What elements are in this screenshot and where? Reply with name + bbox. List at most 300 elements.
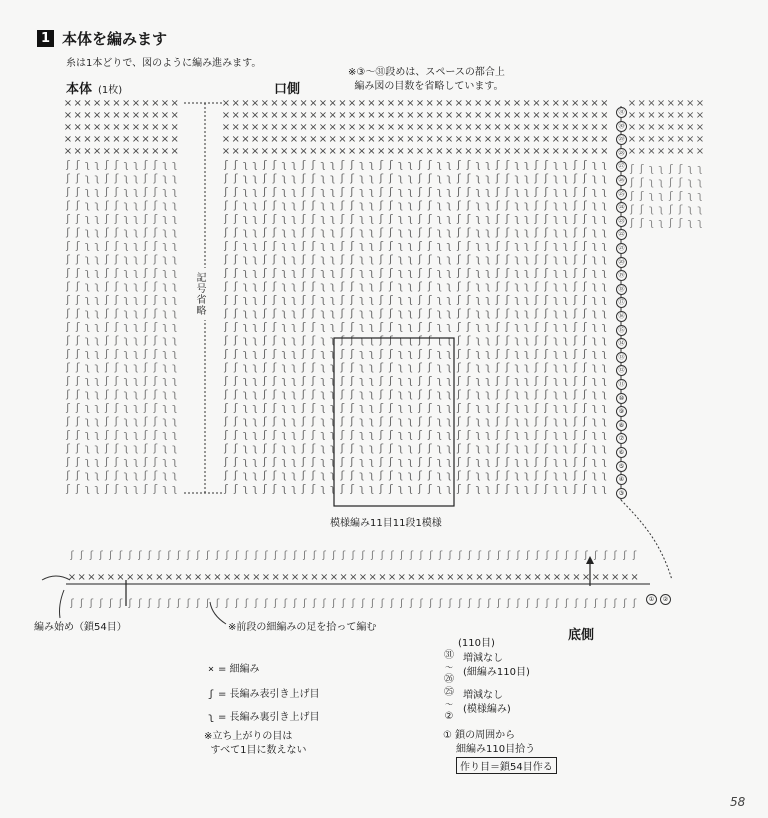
post-stitch: ʃ: [153, 225, 158, 239]
post-stitch: ʅ: [553, 468, 559, 482]
post-stitch: ʃ: [66, 279, 70, 293]
sc-stitch: ×: [131, 146, 141, 157]
bottom-marker-1: [646, 593, 657, 605]
sc-stitch: ×: [522, 146, 531, 157]
post-stitch: ʃ: [418, 306, 422, 320]
post-stitch: ʅ: [446, 306, 452, 320]
post-stitch: ʅ: [252, 158, 258, 171]
post-stitch: ʅ: [514, 333, 520, 347]
post-stitch: ʅ: [242, 401, 248, 414]
post-stitch: ʅ: [436, 387, 442, 401]
sc-stitch: ×: [436, 572, 445, 583]
post-stitch: ʃ: [389, 401, 393, 414]
sc-stitch: ×: [131, 122, 141, 133]
post-stitch: ʃ: [379, 387, 384, 401]
summary-text: 増減なし: [463, 690, 503, 701]
post-stitch: ʅ: [368, 185, 375, 198]
sc-stitch: ×: [474, 98, 483, 109]
sc-stitch: ×: [126, 572, 135, 583]
post-stitch: ʃ: [153, 320, 158, 333]
post-stitch: ʃ: [311, 306, 316, 320]
post-stitch: ʃ: [458, 550, 462, 561]
post-stitch: ʅ: [553, 387, 559, 401]
sc-stitch: ×: [83, 146, 92, 157]
legend-text: = 長編み裏引き上げ目: [218, 712, 320, 723]
sc-stitch: ×: [141, 110, 150, 121]
post-stitch: ʃ: [418, 158, 422, 171]
sc-stitch: ×: [512, 110, 522, 121]
post-stitch: ʅ: [398, 374, 404, 387]
post-stitch: ʃ: [114, 225, 119, 239]
post-stitch: ʃ: [427, 198, 432, 212]
sc-stitch: ×: [493, 134, 502, 145]
post-stitch: ʃ: [301, 185, 306, 198]
post-stitch: ʃ: [272, 158, 277, 171]
post-stitch: ʃ: [66, 212, 70, 225]
sc-stitch: ×: [77, 572, 86, 583]
post-stitch: ʃ: [114, 455, 119, 468]
sc-stitch: ×: [580, 146, 590, 157]
post-stitch: ʃ: [516, 598, 520, 609]
post-stitch: ʃ: [143, 158, 148, 171]
post-stitch: ʃ: [544, 333, 548, 347]
post-stitch: ʅ: [330, 158, 336, 171]
post-stitch: ʅ: [592, 239, 598, 252]
post-stitch: ʅ: [446, 239, 452, 252]
post-stitch: ʅ: [281, 455, 287, 468]
post-stitch: ʅ: [592, 347, 598, 360]
sc-stitch: ×: [406, 98, 415, 109]
post-stitch: ʅ: [553, 212, 559, 225]
sc-stitch: ×: [656, 110, 666, 121]
sc-stitch: ×: [184, 572, 193, 583]
post-stitch: ʅ: [368, 212, 375, 225]
post-stitch: ʅ: [514, 347, 520, 360]
post-stitch: ʃ: [104, 441, 109, 455]
post-stitch: ʅ: [562, 401, 569, 414]
post-stitch: ʅ: [601, 225, 607, 239]
post-stitch: ʅ: [562, 374, 569, 387]
post-stitch: ʃ: [75, 347, 80, 360]
post-stitch: ʃ: [157, 550, 161, 561]
post-stitch: ʅ: [320, 266, 326, 279]
post-stitch: ʅ: [562, 198, 569, 212]
post-stitch: ʃ: [534, 428, 539, 441]
post-stitch: ʃ: [233, 212, 238, 225]
post-stitch: ʃ: [244, 550, 249, 561]
post-stitch: ʅ: [162, 279, 168, 293]
sc-stitch: ×: [63, 98, 73, 109]
post-stitch: ʃ: [418, 279, 422, 293]
post-stitch: ʃ: [350, 306, 354, 320]
post-stitch: ʃ: [505, 482, 510, 495]
post-stitch: ʅ: [407, 333, 413, 347]
post-stitch: ʅ: [172, 266, 178, 279]
post-stitch: ʃ: [583, 333, 587, 347]
sc-stitch: ×: [241, 110, 250, 121]
post-stitch: ʃ: [66, 266, 70, 279]
legend-item-sc: [204, 660, 260, 675]
sc-stitch: ×: [151, 122, 160, 133]
post-stitch: ʅ: [436, 185, 442, 198]
sc-stitch: ×: [112, 134, 121, 145]
post-stitch: ʃ: [583, 455, 587, 468]
post-stitch: ʃ: [153, 185, 158, 198]
post-stitch: ʃ: [456, 455, 461, 468]
sc-stitch: ×: [92, 146, 102, 157]
post-stitch: ʃ: [678, 175, 683, 189]
post-stitch: ʅ: [162, 387, 168, 401]
post-stitch: ʃ: [583, 306, 587, 320]
post-stitch: ʃ: [75, 360, 80, 374]
post-stitch: ʅ: [133, 333, 139, 347]
row-number-marker: ㉔: [616, 202, 627, 213]
sc-stitch: ×: [425, 122, 434, 133]
sc-stitch: ×: [271, 572, 280, 583]
post-stitch: ʅ: [553, 252, 559, 266]
post-stitch: ʅ: [562, 441, 569, 455]
post-stitch: ʅ: [94, 306, 100, 320]
sc-stitch: ×: [289, 98, 299, 109]
post-stitch: ʃ: [379, 225, 384, 239]
sc-stitch: ×: [695, 146, 705, 157]
post-stitch: ʃ: [630, 189, 634, 202]
sc-stitch: ×: [250, 134, 260, 145]
post-stitch: ʃ: [389, 333, 393, 347]
post-stitch: ʅ: [330, 306, 336, 320]
post-stitch: ʅ: [84, 252, 90, 266]
post-stitch: ʅ: [172, 279, 178, 293]
post-stitch: ʃ: [301, 279, 306, 293]
post-stitch: ʅ: [436, 468, 442, 482]
post-stitch: ʃ: [505, 185, 510, 198]
post-stitch: ʅ: [162, 360, 168, 374]
post-stitch: ʅ: [84, 158, 90, 171]
post-stitch: ʅ: [407, 266, 413, 279]
post-stitch: ʅ: [291, 414, 297, 428]
post-stitch: ʅ: [514, 414, 520, 428]
post-stitch: ʃ: [390, 550, 394, 561]
post-stitch: ʅ: [172, 225, 178, 239]
post-stitch: ʅ: [398, 306, 404, 320]
post-stitch: ʅ: [524, 212, 530, 225]
sc-stitch: ×: [231, 122, 240, 133]
previous-row-note: ※前段の細編みの足を拾って編む: [228, 622, 377, 633]
post-stitch: ʅ: [94, 212, 100, 225]
post-stitch: ʅ: [359, 482, 365, 495]
sc-stitch: ×: [454, 134, 463, 145]
post-stitch: ʅ: [485, 171, 491, 185]
post-stitch: ʃ: [350, 468, 354, 482]
post-stitch: ʅ: [436, 212, 442, 225]
sc-stitch: ×: [600, 122, 609, 133]
post-stitch: ʃ: [573, 387, 578, 401]
post-stitch: ʃ: [143, 212, 148, 225]
post-stitch: ʃ: [427, 374, 432, 387]
post-stitch: ʃ: [340, 239, 345, 252]
post-stitch: ʅ: [172, 306, 178, 320]
post-stitch: ʃ: [505, 468, 510, 482]
post-stitch: ʅ: [368, 333, 375, 347]
sc-stitch: ×: [627, 122, 637, 133]
post-stitch: ʃ: [66, 482, 70, 495]
post-stitch: ʃ: [466, 360, 471, 374]
post-stitch: ʃ: [427, 158, 432, 171]
post-stitch: ʅ: [291, 306, 297, 320]
post-stitch: ʃ: [526, 550, 530, 561]
post-stitch: ʅ: [562, 468, 569, 482]
post-stitch: ʅ: [359, 293, 365, 306]
sc-stitch: ×: [522, 98, 531, 109]
post-stitch: ʅ: [330, 266, 336, 279]
post-stitch: ʃ: [456, 293, 461, 306]
sc-stitch: ×: [221, 134, 231, 145]
post-stitch: ʃ: [427, 414, 432, 428]
post-stitch: ʅ: [562, 306, 569, 320]
post-stitch: ʅ: [320, 455, 326, 468]
post-stitch: ʃ: [630, 175, 634, 189]
post-stitch: ʅ: [407, 455, 413, 468]
sc-stitch: ×: [464, 122, 473, 133]
post-stitch: ʃ: [196, 550, 200, 561]
post-stitch: ʃ: [311, 185, 316, 198]
post-stitch: ʃ: [303, 550, 307, 561]
post-stitch: ʅ: [475, 374, 481, 387]
sc-stitch: ×: [493, 110, 502, 121]
sc-stitch: ×: [656, 146, 666, 157]
post-stitch: ʃ: [380, 550, 385, 561]
post-stitch: ʅ: [320, 239, 326, 252]
post-stitch: ʅ: [281, 185, 287, 198]
post-stitch: ʅ: [514, 266, 520, 279]
post-stitch: ʃ: [505, 441, 510, 455]
post-stitch: ʅ: [291, 441, 297, 455]
post-stitch: ʅ: [553, 428, 559, 441]
post-stitch: ʃ: [340, 374, 345, 387]
post-stitch: ʃ: [466, 347, 471, 360]
post-stitch: ʃ: [583, 414, 587, 428]
legend-text: = 長編み表引き上げ目: [218, 689, 320, 700]
post-stitch: ʃ: [104, 360, 109, 374]
sc-stitch: ×: [112, 122, 121, 133]
post-stitch: ʅ: [407, 171, 413, 185]
post-stitch: ʃ: [516, 550, 520, 561]
post-stitch: ʃ: [379, 414, 384, 428]
post-stitch: ʅ: [123, 387, 129, 401]
post-stitch: ʅ: [281, 468, 287, 482]
post-stitch: ʃ: [534, 414, 539, 428]
post-stitch: ʃ: [272, 252, 277, 266]
post-stitch: ʅ: [162, 266, 168, 279]
post-stitch: ʅ: [601, 252, 607, 266]
sc-stitch: ×: [242, 572, 251, 583]
post-stitch: ʅ: [687, 162, 693, 175]
post-stitch: ʃ: [534, 158, 539, 171]
post-stitch: ʅ: [407, 185, 413, 198]
post-stitch: ʅ: [592, 374, 598, 387]
post-stitch: ʅ: [446, 347, 452, 360]
post-stitch: ʃ: [350, 225, 354, 239]
post-stitch: ʅ: [133, 225, 139, 239]
sc-stitch: ×: [686, 122, 695, 133]
post-stitch: ʃ: [379, 171, 384, 185]
post-stitch: ʃ: [379, 158, 384, 171]
post-stitch: ʃ: [272, 239, 277, 252]
post-stitch: ʃ: [104, 347, 109, 360]
post-stitch: ʅ: [514, 482, 520, 495]
post-stitch: ʅ: [407, 482, 413, 495]
post-stitch: ʃ: [505, 347, 510, 360]
post-stitch: ʅ: [601, 414, 607, 428]
post-stitch: ʅ: [320, 252, 326, 266]
post-stitch: ʃ: [456, 212, 461, 225]
post-stitch: ʃ: [668, 216, 673, 229]
post-stitch: ʅ: [562, 414, 569, 428]
post-stitch: ʃ: [573, 252, 578, 266]
post-stitch: ʅ: [320, 212, 326, 225]
sc-stitch: ×: [280, 98, 289, 109]
post-stitch: ʅ: [133, 266, 139, 279]
sc-stitch: ×: [338, 146, 347, 157]
sc-stitch: ×: [483, 122, 493, 133]
post-stitch: ʃ: [143, 279, 148, 293]
post-stitch: ʃ: [114, 387, 119, 401]
post-stitch: ʃ: [429, 550, 433, 561]
post-stitch: ʃ: [350, 387, 354, 401]
sc-stitch: ×: [562, 572, 571, 583]
post-stitch: ʅ: [123, 320, 129, 333]
post-stitch: ʅ: [368, 482, 375, 495]
post-stitch: ʃ: [143, 239, 148, 252]
post-stitch: ʃ: [225, 550, 229, 561]
post-stitch: ʅ: [601, 320, 607, 333]
post-stitch: ʃ: [427, 306, 432, 320]
post-stitch: ʃ: [262, 225, 267, 239]
post-stitch: ʃ: [379, 333, 384, 347]
post-stitch: ʃ: [427, 320, 432, 333]
post-stitch: ʃ: [114, 360, 119, 374]
post-stitch: ʃ: [456, 428, 461, 441]
post-stitch: ʅ: [291, 171, 297, 185]
post-stitch: ʅ: [475, 414, 481, 428]
sc-stitch: ×: [221, 98, 231, 109]
post-stitch: ʃ: [340, 198, 345, 212]
post-stitch: ʃ: [66, 252, 70, 266]
post-stitch: ʃ: [311, 360, 316, 374]
post-stitch: ʅ: [485, 306, 491, 320]
sc-stitch: ×: [407, 572, 416, 583]
sc-stitch: ×: [503, 110, 512, 121]
sc-stitch: ×: [170, 146, 179, 157]
post-stitch: ʃ: [630, 162, 634, 175]
sc-stitch: ×: [378, 572, 387, 583]
sc-stitch: ×: [174, 572, 183, 583]
post-stitch: ʅ: [281, 333, 287, 347]
post-stitch: ʅ: [398, 266, 404, 279]
post-stitch: ʅ: [94, 279, 100, 293]
sc-stitch: ×: [647, 110, 656, 121]
post-stitch: ʃ: [623, 598, 627, 609]
post-stitch: ʃ: [427, 468, 432, 482]
post-stitch: ʅ: [562, 455, 569, 468]
post-stitch: ʃ: [143, 198, 148, 212]
post-stitch: ʃ: [104, 320, 109, 333]
post-stitch: ʃ: [505, 212, 510, 225]
post-stitch: ʃ: [233, 185, 238, 198]
post-stitch: ʅ: [291, 239, 297, 252]
post-stitch: ʃ: [506, 598, 511, 609]
sc-stitch: ×: [475, 572, 484, 583]
post-stitch: ʅ: [601, 401, 607, 414]
sc-stitch: ×: [666, 110, 675, 121]
row-number-marker: ⑳: [616, 257, 627, 268]
sc-stitch: ×: [122, 146, 131, 157]
post-stitch: ʃ: [143, 293, 148, 306]
post-stitch: ʅ: [398, 252, 404, 266]
row-number-marker: ⑬: [616, 352, 627, 363]
post-stitch: ʃ: [340, 387, 345, 401]
post-stitch: ʃ: [379, 441, 384, 455]
turning-path: [621, 500, 672, 580]
post-stitch: ʅ: [252, 320, 258, 333]
sc-stitch: ×: [686, 110, 695, 121]
sc-stitch: ×: [250, 110, 260, 121]
sc-stitch: ×: [561, 110, 570, 121]
post-stitch: ʅ: [446, 171, 452, 185]
post-stitch: ʃ: [429, 598, 433, 609]
post-stitch: ʅ: [133, 414, 139, 428]
post-stitch: ʃ: [544, 279, 548, 293]
post-stitch: ʃ: [583, 347, 587, 360]
post-stitch: ʅ: [601, 279, 607, 293]
post-stitch: ʃ: [389, 239, 393, 252]
post-stitch: ʅ: [330, 468, 336, 482]
post-stitch: ʃ: [495, 158, 500, 171]
post-stitch: ʃ: [340, 252, 345, 266]
sc-stitch: ×: [223, 572, 232, 583]
post-stitch: ʅ: [94, 266, 100, 279]
post-stitch: ʃ: [224, 468, 228, 482]
sc-stitch: ×: [415, 134, 425, 145]
post-stitch: ʅ: [281, 320, 287, 333]
post-stitch: ʃ: [75, 401, 80, 414]
post-stitch: ʃ: [379, 279, 384, 293]
post-stitch: ʅ: [553, 360, 559, 374]
post-stitch: ʅ: [562, 212, 569, 225]
sc-stitch: ×: [551, 98, 560, 109]
post-stitch: ʃ: [143, 414, 148, 428]
post-stitch: ʃ: [262, 441, 267, 455]
post-stitch: ʃ: [153, 306, 158, 320]
sc-stitch: ×: [561, 146, 570, 157]
post-stitch: ʃ: [311, 320, 316, 333]
post-stitch: ʃ: [80, 598, 84, 609]
legend-note: ※立ち上がりの目は すべて1目に数えない: [204, 731, 307, 756]
post-stitch: ʅ: [84, 374, 90, 387]
post-stitch: ʃ: [427, 225, 432, 239]
post-stitch: ʅ: [475, 212, 481, 225]
post-stitch: ʅ: [485, 401, 491, 414]
post-stitch: ʅ: [359, 414, 365, 428]
post-stitch: ʅ: [562, 185, 569, 198]
post-stitch: ʅ: [398, 455, 404, 468]
sc-stitch: ×: [83, 110, 92, 121]
sc-stitch: ×: [444, 98, 454, 109]
post-stitch: ʅ: [133, 441, 139, 455]
post-stitch: ʅ: [281, 428, 287, 441]
post-stitch: ʃ: [312, 550, 317, 561]
sc-stitch: ×: [329, 572, 339, 583]
